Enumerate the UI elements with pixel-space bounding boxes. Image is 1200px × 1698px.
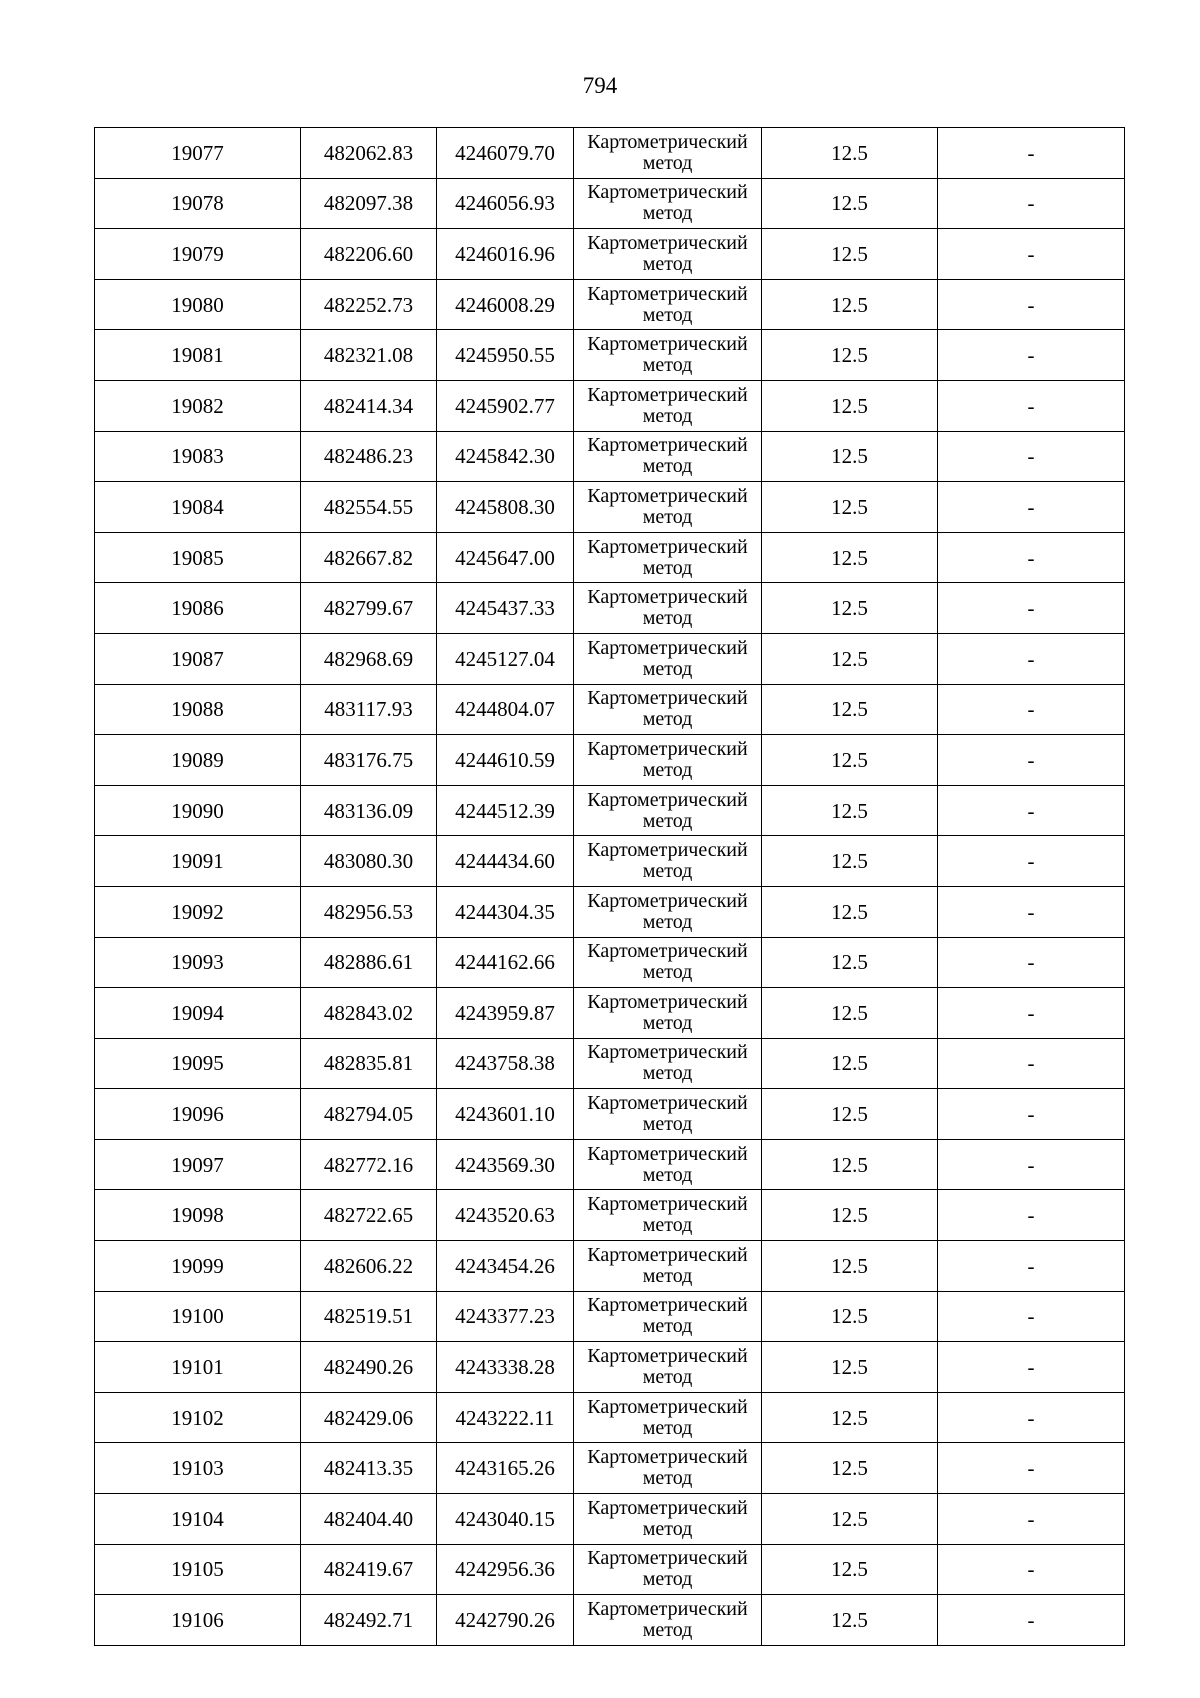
cell-method (574, 1190, 762, 1241)
cell-accuracy: 12.5 (762, 1494, 938, 1545)
cell-point-number: 19082 (95, 380, 301, 431)
cell-coord-y: 4245127.04 (437, 633, 574, 684)
method-text: Картометрический (587, 231, 748, 254)
cell-coord-y: 4243040.15 (437, 1494, 574, 1545)
table-row (95, 1494, 1125, 1545)
cell-coord-y: 4245950.55 (437, 330, 574, 381)
cell-accuracy: 12.5 (762, 482, 938, 533)
cell-note: - (938, 1291, 1125, 1342)
cell-note: - (938, 937, 1125, 988)
cell-coord-x: 482321.08 (301, 330, 437, 381)
table-row (95, 532, 1125, 583)
cell-accuracy: 12.5 (762, 836, 938, 887)
cell-coord-y: 4242956.36 (437, 1544, 574, 1595)
cell-method (574, 279, 762, 330)
cell-point-number: 19088 (95, 684, 301, 735)
table-row (95, 836, 1125, 887)
cell-note: - (938, 735, 1125, 786)
cell-note: - (938, 633, 1125, 684)
cell-method (574, 1241, 762, 1292)
method-text: Картометрический (587, 990, 748, 1013)
method-text: Картометрический (587, 434, 748, 457)
method-text: Картометрический (587, 737, 748, 760)
cell-coord-x: 482419.67 (301, 1544, 437, 1595)
cell-note: - (938, 1595, 1125, 1646)
method-text: метод (642, 1315, 693, 1338)
cell-point-number: 19081 (95, 330, 301, 381)
table-row (95, 633, 1125, 684)
table-row (95, 380, 1125, 431)
method-text: Картометрический (587, 839, 748, 862)
method-text: метод (642, 708, 693, 731)
cell-method (574, 229, 762, 280)
table-row (95, 128, 1125, 179)
method-text: метод (642, 202, 693, 225)
cell-coord-x: 482956.53 (301, 886, 437, 937)
cell-point-number: 19092 (95, 886, 301, 937)
table-row (95, 1241, 1125, 1292)
cell-coord-y: 4244304.35 (437, 886, 574, 937)
cell-coord-x: 482772.16 (301, 1139, 437, 1190)
cell-note: - (938, 1494, 1125, 1545)
method-text: Картометрический (587, 1446, 748, 1469)
method-text: Картометрический (587, 586, 748, 609)
cell-note: - (938, 836, 1125, 887)
method-text: метод (642, 1366, 693, 1389)
cell-coord-y: 4243222.11 (437, 1392, 574, 1443)
method-text: метод (642, 303, 693, 326)
cell-point-number: 19097 (95, 1139, 301, 1190)
cell-note: - (938, 1190, 1125, 1241)
table-row (95, 1544, 1125, 1595)
cell-coord-y: 4243165.26 (437, 1443, 574, 1494)
cell-coord-y: 4246056.93 (437, 178, 574, 229)
cell-method (574, 532, 762, 583)
method-text: Картометрический (587, 1142, 748, 1165)
cell-coord-x: 482835.81 (301, 1038, 437, 1089)
cell-method (574, 380, 762, 431)
cell-note: - (938, 684, 1125, 735)
method-text: Картометрический (587, 1395, 748, 1418)
cell-method (574, 583, 762, 634)
table-row (95, 279, 1125, 330)
cell-coord-x: 482252.73 (301, 279, 437, 330)
cell-accuracy: 12.5 (762, 785, 938, 836)
table-row (95, 1038, 1125, 1089)
cell-coord-y: 4245808.30 (437, 482, 574, 533)
cell-note: - (938, 1038, 1125, 1089)
cell-note: - (938, 1342, 1125, 1393)
cell-note: - (938, 1392, 1125, 1443)
cell-point-number: 19098 (95, 1190, 301, 1241)
cell-accuracy: 12.5 (762, 633, 938, 684)
table-row (95, 988, 1125, 1039)
cell-note: - (938, 1089, 1125, 1140)
cell-coord-y: 4245902.77 (437, 380, 574, 431)
method-text: Картометрический (587, 181, 748, 204)
cell-accuracy: 12.5 (762, 583, 938, 634)
cell-coord-y: 4243601.10 (437, 1089, 574, 1140)
cell-accuracy: 12.5 (762, 178, 938, 229)
cell-point-number: 19100 (95, 1291, 301, 1342)
method-text: метод (642, 1517, 693, 1540)
table-row (95, 1342, 1125, 1393)
table-row (95, 1595, 1125, 1646)
method-text: метод (642, 860, 693, 883)
method-text: метод (642, 1416, 693, 1439)
cell-coord-x: 482486.23 (301, 431, 437, 482)
cell-coord-y: 4246016.96 (437, 229, 574, 280)
table-row (95, 330, 1125, 381)
cell-note: - (938, 178, 1125, 229)
cell-accuracy: 12.5 (762, 1342, 938, 1393)
cell-coord-y: 4243569.30 (437, 1139, 574, 1190)
cell-note: - (938, 886, 1125, 937)
method-text: Картометрический (587, 383, 748, 406)
method-text: Картометрический (587, 687, 748, 710)
cell-coord-x: 482968.69 (301, 633, 437, 684)
method-text: метод (642, 910, 693, 933)
page-number: 794 (582, 73, 618, 98)
method-text: метод (642, 809, 693, 832)
cell-coord-y: 4243520.63 (437, 1190, 574, 1241)
cell-method (574, 1544, 762, 1595)
cell-point-number: 19101 (95, 1342, 301, 1393)
cell-coord-y: 4244434.60 (437, 836, 574, 887)
cell-coord-x: 482413.35 (301, 1443, 437, 1494)
table-row (95, 482, 1125, 533)
cell-point-number: 19099 (95, 1241, 301, 1292)
cell-method (574, 431, 762, 482)
table-row (95, 1089, 1125, 1140)
method-text: метод (642, 151, 693, 174)
table-row (95, 178, 1125, 229)
cell-coord-y: 4245437.33 (437, 583, 574, 634)
coordinates-table (94, 127, 1125, 1646)
method-text: метод (642, 758, 693, 781)
cell-method (574, 684, 762, 735)
method-text: метод (642, 1214, 693, 1237)
cell-accuracy: 12.5 (762, 431, 938, 482)
table-row (95, 1443, 1125, 1494)
cell-coord-x: 483136.09 (301, 785, 437, 836)
cell-point-number: 19080 (95, 279, 301, 330)
cell-coord-x: 482606.22 (301, 1241, 437, 1292)
method-text: Картометрический (587, 1496, 748, 1519)
cell-note: - (938, 583, 1125, 634)
cell-accuracy: 12.5 (762, 1139, 938, 1190)
cell-method (574, 1089, 762, 1140)
cell-point-number: 19094 (95, 988, 301, 1039)
cell-method (574, 1595, 762, 1646)
method-text: метод (642, 657, 693, 680)
cell-method (574, 1392, 762, 1443)
method-text: Картометрический (587, 130, 748, 153)
cell-point-number: 19105 (95, 1544, 301, 1595)
cell-accuracy: 12.5 (762, 532, 938, 583)
table-row (95, 886, 1125, 937)
cell-coord-x: 482429.06 (301, 1392, 437, 1443)
cell-note: - (938, 128, 1125, 179)
cell-point-number: 19077 (95, 128, 301, 179)
method-text: Картометрический (587, 1092, 748, 1115)
table-row (95, 583, 1125, 634)
method-text: Картометрический (587, 788, 748, 811)
method-text: Картометрический (587, 889, 748, 912)
cell-note: - (938, 532, 1125, 583)
table-row (95, 684, 1125, 735)
cell-coord-x: 482722.65 (301, 1190, 437, 1241)
cell-note: - (938, 1139, 1125, 1190)
cell-point-number: 19103 (95, 1443, 301, 1494)
cell-coord-y: 4244804.07 (437, 684, 574, 735)
method-text: Картометрический (587, 940, 748, 963)
method-text: Картометрический (587, 333, 748, 356)
cell-note: - (938, 229, 1125, 280)
method-text: Картометрический (587, 535, 748, 558)
method-text: метод (642, 1568, 693, 1591)
cell-point-number: 19079 (95, 229, 301, 280)
method-text: Картометрический (587, 1243, 748, 1266)
cell-accuracy: 12.5 (762, 380, 938, 431)
cell-accuracy: 12.5 (762, 1089, 938, 1140)
cell-method (574, 128, 762, 179)
cell-note: - (938, 988, 1125, 1039)
cell-coord-x: 482097.38 (301, 178, 437, 229)
cell-coord-y: 4244512.39 (437, 785, 574, 836)
cell-coord-x: 482843.02 (301, 988, 437, 1039)
table-row (95, 1291, 1125, 1342)
cell-coord-x: 482206.60 (301, 229, 437, 280)
method-text: Картометрический (587, 1598, 748, 1621)
cell-note: - (938, 1443, 1125, 1494)
cell-coord-x: 483080.30 (301, 836, 437, 887)
table-row (95, 1190, 1125, 1241)
table-row (95, 1392, 1125, 1443)
cell-accuracy: 12.5 (762, 684, 938, 735)
cell-coord-x: 482414.34 (301, 380, 437, 431)
cell-accuracy: 12.5 (762, 128, 938, 179)
cell-point-number: 19095 (95, 1038, 301, 1089)
cell-point-number: 19090 (95, 785, 301, 836)
cell-coord-x: 482492.71 (301, 1595, 437, 1646)
cell-coord-x: 482490.26 (301, 1342, 437, 1393)
method-text: Картометрический (587, 1547, 748, 1570)
cell-coord-y: 4243377.23 (437, 1291, 574, 1342)
cell-coord-y: 4243338.28 (437, 1342, 574, 1393)
cell-note: - (938, 1544, 1125, 1595)
cell-accuracy: 12.5 (762, 1595, 938, 1646)
cell-coord-y: 4243959.87 (437, 988, 574, 1039)
table-row (95, 785, 1125, 836)
cell-coord-x: 482519.51 (301, 1291, 437, 1342)
cell-accuracy: 12.5 (762, 229, 938, 280)
cell-accuracy: 12.5 (762, 886, 938, 937)
cell-note: - (938, 279, 1125, 330)
cell-accuracy: 12.5 (762, 1392, 938, 1443)
method-text: метод (642, 354, 693, 377)
cell-coord-x: 482404.40 (301, 1494, 437, 1545)
cell-point-number: 19093 (95, 937, 301, 988)
table-row (95, 735, 1125, 786)
method-text: метод (642, 1264, 693, 1287)
cell-point-number: 19083 (95, 431, 301, 482)
cell-method (574, 785, 762, 836)
method-text: метод (642, 607, 693, 630)
cell-accuracy: 12.5 (762, 1038, 938, 1089)
cell-coord-y: 4242790.26 (437, 1595, 574, 1646)
cell-coord-x: 482799.67 (301, 583, 437, 634)
cell-coord-y: 4243758.38 (437, 1038, 574, 1089)
cell-coord-y: 4244610.59 (437, 735, 574, 786)
cell-note: - (938, 1241, 1125, 1292)
cell-method (574, 633, 762, 684)
cell-coord-y: 4244162.66 (437, 937, 574, 988)
cell-coord-x: 483176.75 (301, 735, 437, 786)
cell-method (574, 836, 762, 887)
cell-coord-y: 4245647.00 (437, 532, 574, 583)
cell-accuracy: 12.5 (762, 988, 938, 1039)
cell-coord-x: 482554.55 (301, 482, 437, 533)
cell-note: - (938, 431, 1125, 482)
cell-point-number: 19084 (95, 482, 301, 533)
method-text: метод (642, 455, 693, 478)
cell-accuracy: 12.5 (762, 1190, 938, 1241)
cell-point-number: 19102 (95, 1392, 301, 1443)
table-row (95, 1139, 1125, 1190)
cell-method (574, 482, 762, 533)
method-text: метод (642, 1113, 693, 1136)
cell-coord-x: 482794.05 (301, 1089, 437, 1140)
method-text: метод (642, 252, 693, 275)
method-text: метод (642, 1011, 693, 1034)
cell-note: - (938, 482, 1125, 533)
cell-coord-y: 4245842.30 (437, 431, 574, 482)
cell-coord-y: 4246079.70 (437, 128, 574, 179)
cell-point-number: 19085 (95, 532, 301, 583)
method-text: Картометрический (587, 1294, 748, 1317)
method-text: метод (642, 556, 693, 579)
table-row (95, 229, 1125, 280)
cell-point-number: 19087 (95, 633, 301, 684)
method-text: Картометрический (587, 636, 748, 659)
method-text: Картометрический (587, 1345, 748, 1368)
cell-accuracy: 12.5 (762, 279, 938, 330)
cell-point-number: 19096 (95, 1089, 301, 1140)
method-text: метод (642, 505, 693, 528)
cell-method (574, 330, 762, 381)
cell-accuracy: 12.5 (762, 1291, 938, 1342)
cell-coord-y: 4246008.29 (437, 279, 574, 330)
method-text: Картометрический (587, 1193, 748, 1216)
cell-point-number: 19106 (95, 1595, 301, 1646)
cell-method (574, 1494, 762, 1545)
cell-note: - (938, 785, 1125, 836)
cell-accuracy: 12.5 (762, 937, 938, 988)
method-text: Картометрический (587, 282, 748, 305)
cell-point-number: 19089 (95, 735, 301, 786)
cell-method (574, 178, 762, 229)
cell-point-number: 19091 (95, 836, 301, 887)
method-text: метод (642, 1062, 693, 1085)
cell-method (574, 1139, 762, 1190)
cell-method (574, 937, 762, 988)
cell-method (574, 1038, 762, 1089)
method-text: метод (642, 1467, 693, 1490)
method-text: Картометрический (587, 484, 748, 507)
cell-accuracy: 12.5 (762, 1544, 938, 1595)
method-text: метод (642, 1619, 693, 1642)
method-text: метод (642, 1163, 693, 1186)
method-text: метод (642, 404, 693, 427)
cell-point-number: 19104 (95, 1494, 301, 1545)
cell-coord-x: 482667.82 (301, 532, 437, 583)
method-text: Картометрический (587, 1041, 748, 1064)
cell-accuracy: 12.5 (762, 330, 938, 381)
cell-method (574, 1291, 762, 1342)
method-text: метод (642, 961, 693, 984)
cell-point-number: 19086 (95, 583, 301, 634)
cell-coord-x: 482886.61 (301, 937, 437, 988)
cell-accuracy: 12.5 (762, 1443, 938, 1494)
cell-note: - (938, 330, 1125, 381)
cell-point-number: 19078 (95, 178, 301, 229)
table-row (95, 431, 1125, 482)
cell-coord-x: 483117.93 (301, 684, 437, 735)
cell-method (574, 988, 762, 1039)
cell-accuracy: 12.5 (762, 1241, 938, 1292)
cell-method (574, 886, 762, 937)
coordinates-table-body (95, 128, 1125, 1646)
cell-method (574, 1443, 762, 1494)
cell-note: - (938, 380, 1125, 431)
cell-method (574, 1342, 762, 1393)
cell-method (574, 735, 762, 786)
cell-coord-x: 482062.83 (301, 128, 437, 179)
table-row (95, 937, 1125, 988)
cell-accuracy: 12.5 (762, 735, 938, 786)
cell-coord-y: 4243454.26 (437, 1241, 574, 1292)
